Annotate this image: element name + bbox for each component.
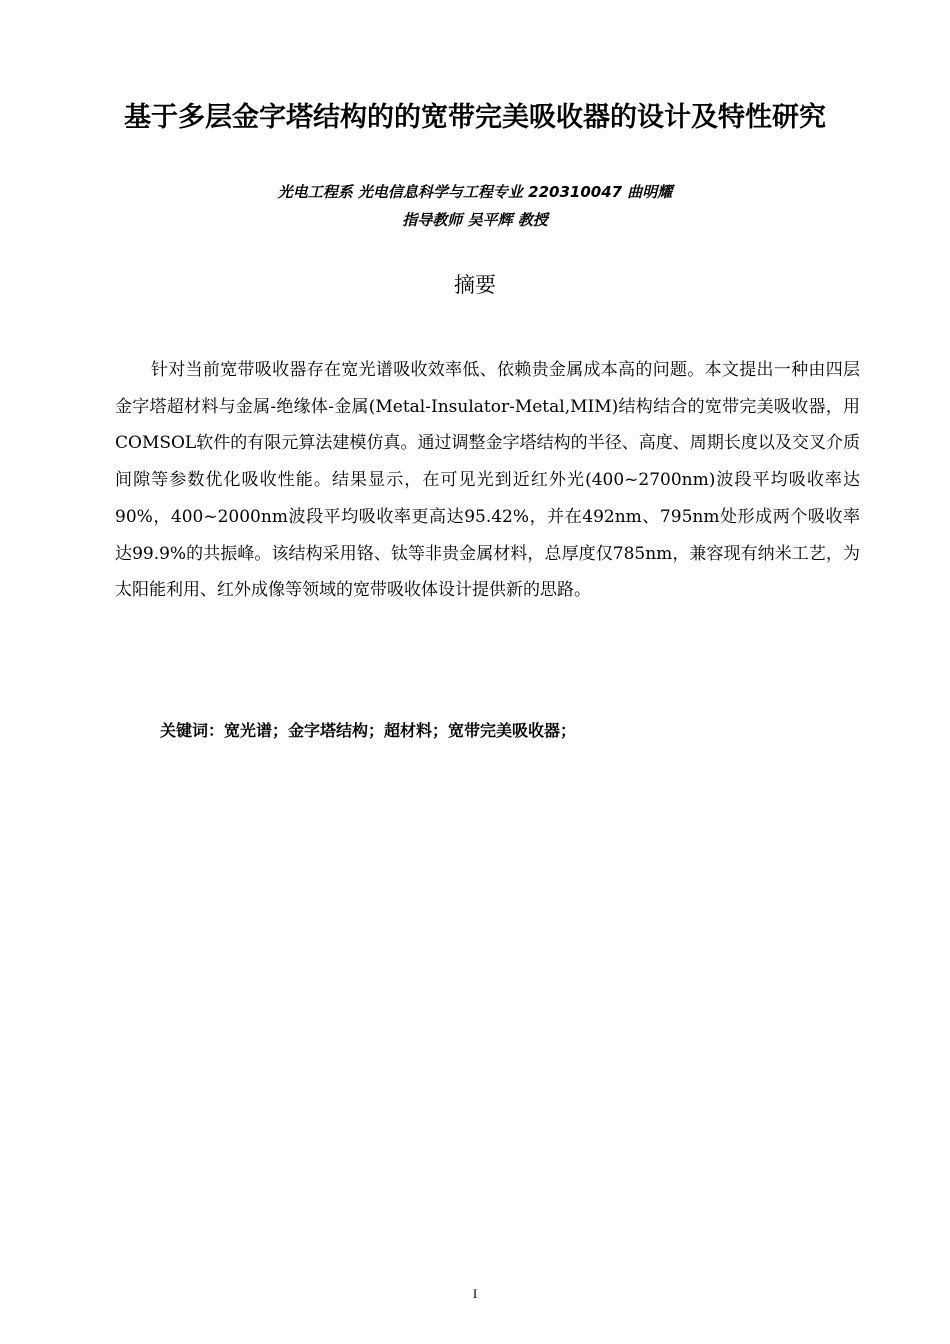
abstract-paragraph: 针对当前宽带吸收器存在宽光谱吸收效率低、依赖贵金属成本高的问题。本文提出一种由四层金字塔超材料与金属-绝缘体-金属(Metal-Insulator-Metal,MIM)结构结合的宽带完美吸收器，用COMSOL软件的有限元算法建模仿真。通过调整金字塔结构的半径、高度、周期长度以及交叉介质间隙等参数优化吸收性能。结果显示，在可见光到近红外光(400~2700nm)波段平均吸收率达90%，400~2000nm波段平均吸收率更高达95.42%，并在492nm、795nm处形成两个吸收率达99.9%的共振峰。该结构采用铬、钛等非贵金属材料，总厚度仅785nm，兼容现有纳米工艺，为太阳能利用、红外成像等领域的宽带吸收体设计提供新的思路。 xyxy=(115,360,860,601)
paper-title: 基于多层金字塔结构的的宽带完美吸收器的设计及特性研究 xyxy=(124,102,826,133)
page-number: I xyxy=(472,1286,478,1301)
advisor-line: 指导教师 吴平辉 教授 xyxy=(402,211,548,229)
abstract-heading: 摘要 xyxy=(454,273,496,297)
keywords-label: 关键词： xyxy=(160,721,225,740)
keywords-list: 宽光谱；金字塔结构；超材料；宽带完美吸收器； xyxy=(224,721,577,740)
author-line: 光电工程系 光电信息科学与工程专业 220310047 曲明耀 xyxy=(277,183,673,201)
keywords-line xyxy=(160,717,890,745)
